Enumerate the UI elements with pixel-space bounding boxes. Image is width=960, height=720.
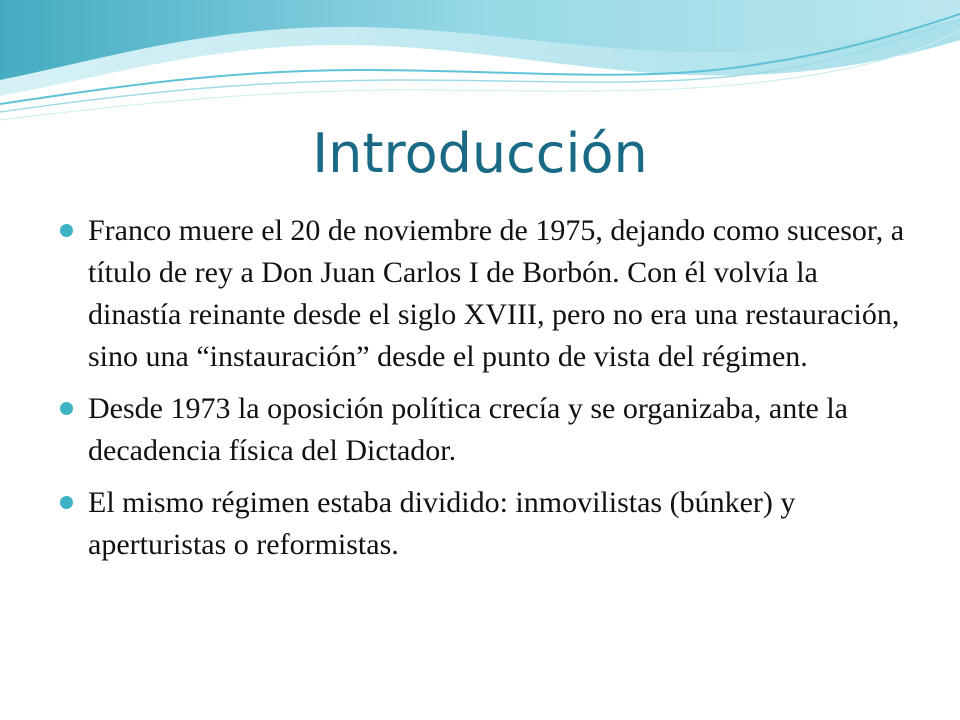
- bullet-text: Desde 1973 la oposición política crecía y se organizaba, ante la decadencia física del Dictador.: [88, 392, 848, 467]
- bullet-item: [58, 210, 918, 378]
- bullet-dot-icon: [60, 402, 73, 415]
- bullet-text: Franco muere el 20 de noviembre de 1975, dejando como sucesor, a título de rey a Don Juan Carlos I de Borbón. Con él volvía la dinastía reinante desde el siglo XVIII, pero no era una restauración, sino una “instauración” desde el punto de vista del régimen.: [88, 214, 905, 373]
- slide-title: Introducción: [312, 122, 648, 185]
- bullet-dot-icon: [60, 496, 73, 509]
- bullet-item: [58, 388, 918, 472]
- bullet-dot-icon: [60, 224, 73, 237]
- bullet-item: [58, 482, 918, 566]
- header-wave-decoration: [0, 0, 960, 130]
- bullet-list: [58, 210, 918, 576]
- bullet-text: El mismo régimen estaba dividido: inmovilistas (búnker) y aperturistas o reformistas.: [88, 486, 796, 561]
